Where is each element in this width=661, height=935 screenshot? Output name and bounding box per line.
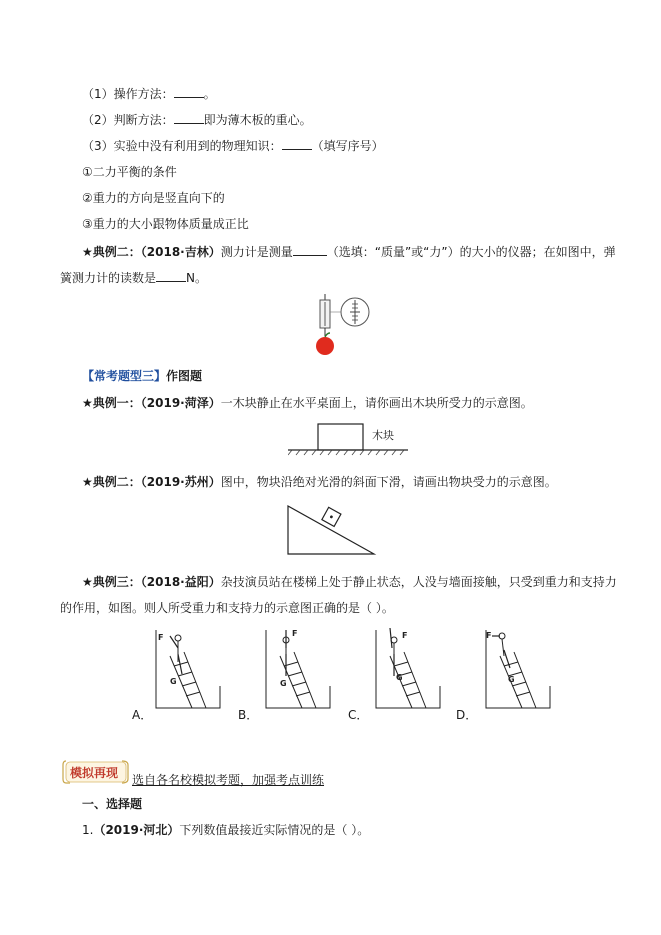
draw3-line1 <box>82 574 617 590</box>
ladder-figure-a <box>152 626 224 712</box>
section-title: 作图题 <box>166 369 203 383</box>
option-3: ③重力的大小跟物体质量成正比 <box>82 217 249 231</box>
force-label-f: F <box>292 629 298 638</box>
line-text: 下列数值最接近实际情况的是（ ）。 <box>179 823 370 837</box>
force-label-g: G <box>396 673 403 682</box>
section3-heading <box>82 368 202 384</box>
example-star: ★典例二： <box>82 245 141 259</box>
example-star: ★典例二： <box>82 475 141 489</box>
answer-blank[interactable] <box>156 270 186 282</box>
spring-scale-figure <box>300 292 380 358</box>
example-source: （2019·菏泽） <box>140 396 221 410</box>
line-text: 即为薄木板的重心。 <box>203 113 312 127</box>
force-label-f: F <box>402 631 408 640</box>
line-text: （选填：“质量”或“力”）的大小的仪器；在如图中，弹 <box>326 245 616 259</box>
option-d-label[interactable]: D． <box>456 708 478 722</box>
force-label-f: F <box>486 631 492 640</box>
force-label-g: G <box>508 675 515 684</box>
line-text: （2）判断方法： <box>82 113 174 127</box>
answer-blank[interactable] <box>282 138 312 150</box>
line-text: 簧测力计的读数是 <box>60 271 157 285</box>
force-label-f: F <box>158 633 164 642</box>
draw1-line <box>82 395 533 411</box>
example-source: （2018·吉林） <box>140 245 221 259</box>
mock-subtitle: 选自各名校模拟考题，加强考点训练 <box>132 773 325 787</box>
mock-badge-text: 模拟再现 <box>70 766 119 780</box>
section-tag: 【常考题型三】 <box>82 369 167 383</box>
option-2: ②重力的方向是竖直向下的 <box>82 191 225 205</box>
example-source: （2019·苏州） <box>140 475 221 489</box>
option-c-label[interactable]: C． <box>348 708 369 722</box>
incline-figure <box>284 502 380 558</box>
example2-line2 <box>60 270 207 286</box>
line-text: 一木块静止在水平桌面上，请你画出木块所受力的示意图。 <box>220 396 533 410</box>
question-line-3 <box>82 138 384 154</box>
option-b-label[interactable]: B． <box>238 708 259 722</box>
line-text: 杂技演员站在楼梯上处于静止状态，人没与墙面接触，只受到重力和支持力 <box>220 575 617 589</box>
force-label-g: G <box>280 679 287 688</box>
example-star: ★典例一： <box>82 396 141 410</box>
line-text: 测力计是测量 <box>220 245 293 259</box>
force-label-g: G <box>170 677 177 686</box>
answer-blank[interactable] <box>174 112 204 124</box>
option-1: ①二力平衡的条件 <box>82 165 177 179</box>
draw3-line2: 的作用，如图。则人所受重力和支持力的示意图正确的是（ ）。 <box>60 601 394 615</box>
ladder-figure-d <box>482 626 554 712</box>
line-text: （1）操作方法： <box>82 87 174 101</box>
wood-block-label: 木块 <box>372 429 394 442</box>
example-star: ★典例三： <box>82 575 141 589</box>
ladder-figure-b <box>262 626 334 712</box>
answer-blank[interactable] <box>293 244 327 256</box>
question-number: 1. <box>82 823 94 837</box>
ladder-figure-c <box>372 626 444 712</box>
option-a-label[interactable]: A． <box>132 708 153 722</box>
line-text: 。 <box>203 87 216 101</box>
draw2-line <box>82 474 557 490</box>
apple-icon <box>316 337 334 355</box>
question-line-2 <box>82 112 312 128</box>
mock-question-1 <box>82 822 369 838</box>
wood-block <box>318 424 363 450</box>
mock-heading: 一、选择题 <box>82 797 143 811</box>
line-text: 图中，物块沿绝对光滑的斜面下滑，请画出物块受力的示意图。 <box>220 475 557 489</box>
example-source: （2019·河北） <box>93 823 180 837</box>
line-text: （3）实验中没有利用到的物理知识： <box>82 139 282 153</box>
answer-blank[interactable] <box>174 86 204 98</box>
example-source: （2018·益阳） <box>140 575 221 589</box>
question-line-1 <box>82 86 216 102</box>
line-text: N。 <box>186 271 207 285</box>
example2-line1 <box>82 244 616 260</box>
line-text: （填写序号） <box>311 139 384 153</box>
